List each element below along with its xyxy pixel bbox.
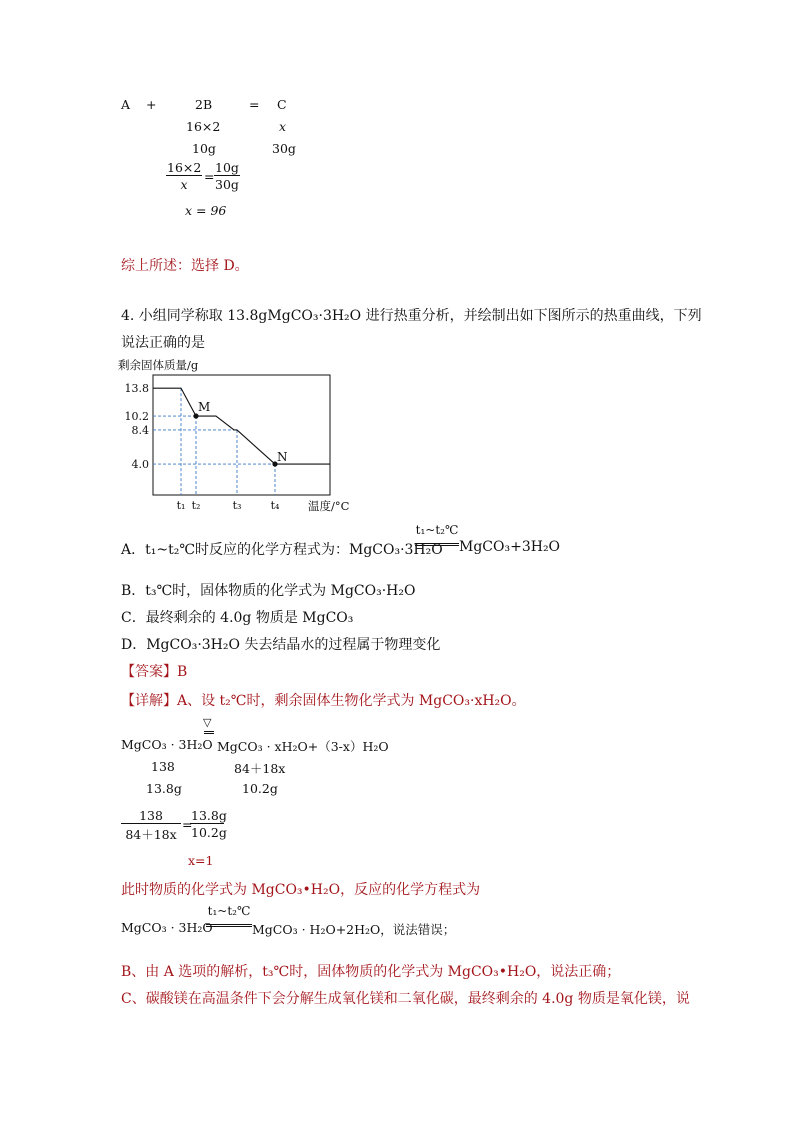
calc2-left: MgCO₃ · 3H₂O (121, 737, 213, 752)
calc2-frac-right-den: 10.2g (191, 825, 227, 840)
calc2-fraction-right (190, 808, 227, 840)
calc2-fraction-left (121, 808, 181, 843)
option-d: D．MgCO₃·3H₂O 失去结晶水的过程属于物理变化 (121, 637, 441, 653)
chart-y-tick-label: 4.0 (131, 458, 149, 472)
chart-plot-frame (153, 375, 330, 495)
calc1-fraction-right (214, 160, 240, 192)
chart-y-tick-label: 10.2 (124, 410, 149, 424)
calc1-frac-left-den: x (166, 175, 202, 192)
chart-x-tick-label: t₃ (232, 499, 242, 512)
calc2-given-2: 10.2g (242, 781, 278, 796)
option-a-prefix: A．t₁~t₂℃时反应的化学方程式为：MgCO₃·3H₂O (121, 542, 443, 558)
chart-x-axis-label: 温度/°C (308, 499, 350, 513)
calc2-frac-right-num: 13.8g (191, 808, 227, 823)
chart-x-ticks (177, 499, 280, 512)
calc1-frac-right-num: 10g (215, 160, 239, 175)
calc2-frac-eq: = (182, 817, 193, 832)
calc2-frac-left-den: 84＋18x (121, 823, 181, 843)
calc1-frac-right-den: 30g (215, 177, 239, 192)
summary-text: 综上所述：选择 D。 (121, 258, 249, 274)
chart-point-n-label: N (277, 450, 288, 465)
option-c: C．最终剩余的 4.0g 物质是 MgCO₃ (121, 610, 354, 626)
chart-guide-lines (153, 388, 275, 495)
chart-x-tick-label: t₂ (191, 499, 201, 512)
option-c-explanation: C、碳酸镁在高温条件下会分解生成氧化镁和二氧化碳，最终剩余的 4.0g 物质是氧化镁，说 (121, 991, 690, 1007)
chart-point-m-label: M (198, 400, 211, 415)
calc2-mass-1: 138 (151, 759, 175, 774)
calc1-a: A (121, 97, 131, 112)
calc1-equals: = (249, 97, 260, 112)
calc1-given-b: 10g (192, 141, 216, 156)
calc1-mass-c: x (279, 119, 287, 134)
calc1-frac-left-num: 16×2 (167, 160, 202, 175)
calc2-equals-bar (204, 731, 214, 734)
heat-delta-icon: ▽ (203, 716, 212, 729)
calc1-plus: + (146, 97, 157, 112)
eq2-double-bar (206, 924, 252, 927)
calc1-result: x = 96 (185, 203, 227, 218)
calc1-fraction-left (166, 160, 202, 192)
chart-y-tick-label: 8.4 (131, 423, 149, 437)
option-a-suffix: MgCO₃+3H₂O (459, 539, 561, 555)
explain-line: 此时物质的化学式为 MgCO₃•H₂O，反应的化学方程式为 (121, 882, 481, 898)
option-b: B．t₃℃时，固体物质的化学式为 MgCO₃·H₂O (121, 583, 416, 599)
detail-intro: 【详解】A、设 t₂℃时，剩余固体生物化学式为 MgCO₃·xH₂O。 (121, 693, 526, 709)
chart-series-line (153, 388, 330, 464)
calc2-right: MgCO₃ · xH₂O+（3-x）H₂O (217, 739, 389, 754)
calc2-result: x=1 (188, 853, 214, 868)
calc2-frac-left-num: 138 (139, 808, 163, 823)
calc2-given-1: 13.8g (146, 781, 182, 796)
option-a-condition (415, 524, 459, 546)
option-a-condition-text: t₁~t₂℃ (415, 523, 459, 537)
question-line-2: 说法正确的是 (121, 335, 205, 351)
calc1-2b: 2B (195, 97, 213, 112)
chart-y-tick-label: 13.8 (124, 382, 149, 396)
option-a-double-bar (415, 543, 459, 546)
calc2-mass-2: 84＋18x (234, 761, 286, 776)
chart-point-m (193, 413, 198, 418)
calc1-mass-b: 16×2 (186, 119, 221, 134)
calc1-frac-eq: = (204, 169, 215, 184)
calc1-given-c: 30g (272, 141, 296, 156)
chart-curve-group (153, 388, 330, 466)
option-b-explanation: B、由 A 选项的解析，t₃℃时，固体物质的化学式为 MgCO₃•H₂O，说法正确； (121, 964, 621, 980)
answer-text: 【答案】B (121, 664, 188, 680)
chart-x-tick-label: t₄ (270, 499, 280, 512)
chart-y-axis-label: 剩余固体质量/g (118, 358, 199, 372)
chart-x-tick-label: t₁ (176, 499, 186, 512)
chart-y-ticks (125, 382, 150, 471)
eq2-condition (206, 905, 252, 927)
calc1-c: C (277, 97, 287, 112)
thermogravimetric-chart (110, 352, 370, 518)
question-line-1: 4. 小组同学称取 13.8gMgCO₃·3H₂O 进行热重分析，并绘制出如下图所示的热重曲线，下列 (121, 308, 702, 324)
eq2-right: MgCO₃ · H₂O+2H₂O，说法错误； (252, 922, 456, 937)
eq2-condition-text: t₁~t₂℃ (207, 904, 251, 918)
eq2-left: MgCO₃ · 3H₂O (121, 920, 213, 935)
